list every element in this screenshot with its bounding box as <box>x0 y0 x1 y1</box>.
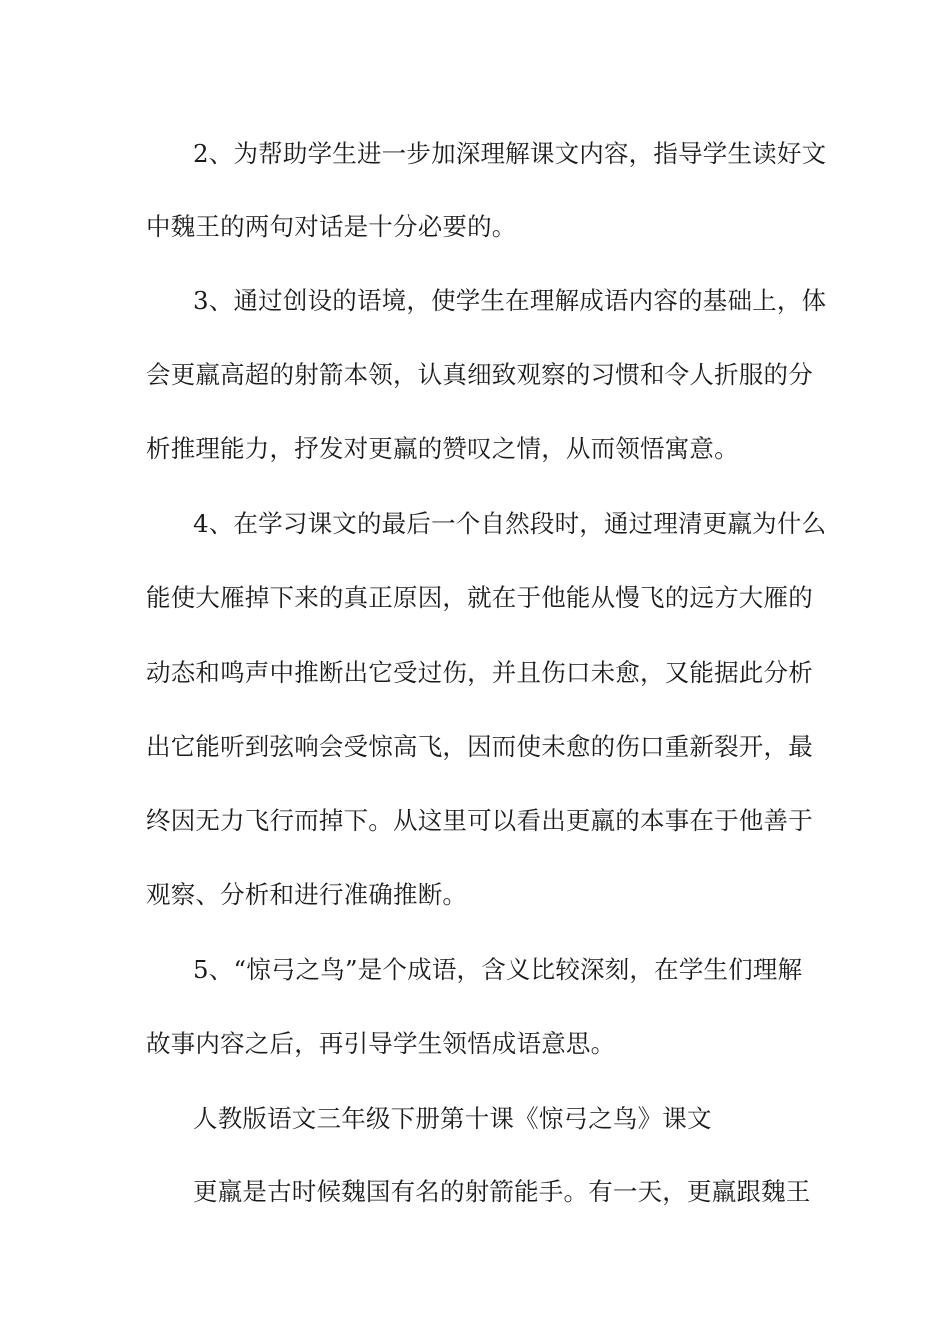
text-line: 终因无力飞行而掉下。从这里可以看出更羸的本事在于他善于 <box>146 806 813 835</box>
text-line: 5、“惊弓之鸟”是个成语，含义比较深刻，在学生们理解 <box>193 955 803 984</box>
text-line: 析推理能力，抒发对更羸的赞叹之情，从而领悟寓意。 <box>146 434 739 463</box>
section-heading: 人教版语文三年级下册第十课《惊弓之鸟》课文 <box>193 1104 712 1133</box>
text-line: 能使大雁掉下来的真正原因，就在于他能从慢飞的远方大雁的 <box>146 583 813 612</box>
text-line: 会更羸高超的射箭本领，认真细致观察的习惯和令人折服的分 <box>146 360 813 389</box>
text-line: 观察、分析和进行准确推断。 <box>146 880 468 909</box>
text-line: 出它能听到弦响会受惊高飞，因而使未愈的伤口重新裂开，最 <box>146 732 813 761</box>
text-line: 中魏王的两句对话是十分必要的。 <box>146 212 517 241</box>
text-line: 3、通过创设的语境，使学生在理解成语内容的基础上，体 <box>193 286 827 315</box>
text-line: 4、在学习课文的最后一个自然段时，通过理清更羸为什么 <box>193 509 827 538</box>
text-line: 故事内容之后，再引导学生领悟成语意思。 <box>146 1029 616 1058</box>
text-line: 更羸是古时候魏国有名的射箭能手。有一天，更羸跟魏王 <box>193 1177 811 1206</box>
text-line: 2、为帮助学生进一步加深理解课文内容，指导学生读好文 <box>193 139 827 168</box>
text-line: 动态和鸣声中推断出它受过伤，并且伤口未愈，又能据此分析 <box>146 658 813 687</box>
